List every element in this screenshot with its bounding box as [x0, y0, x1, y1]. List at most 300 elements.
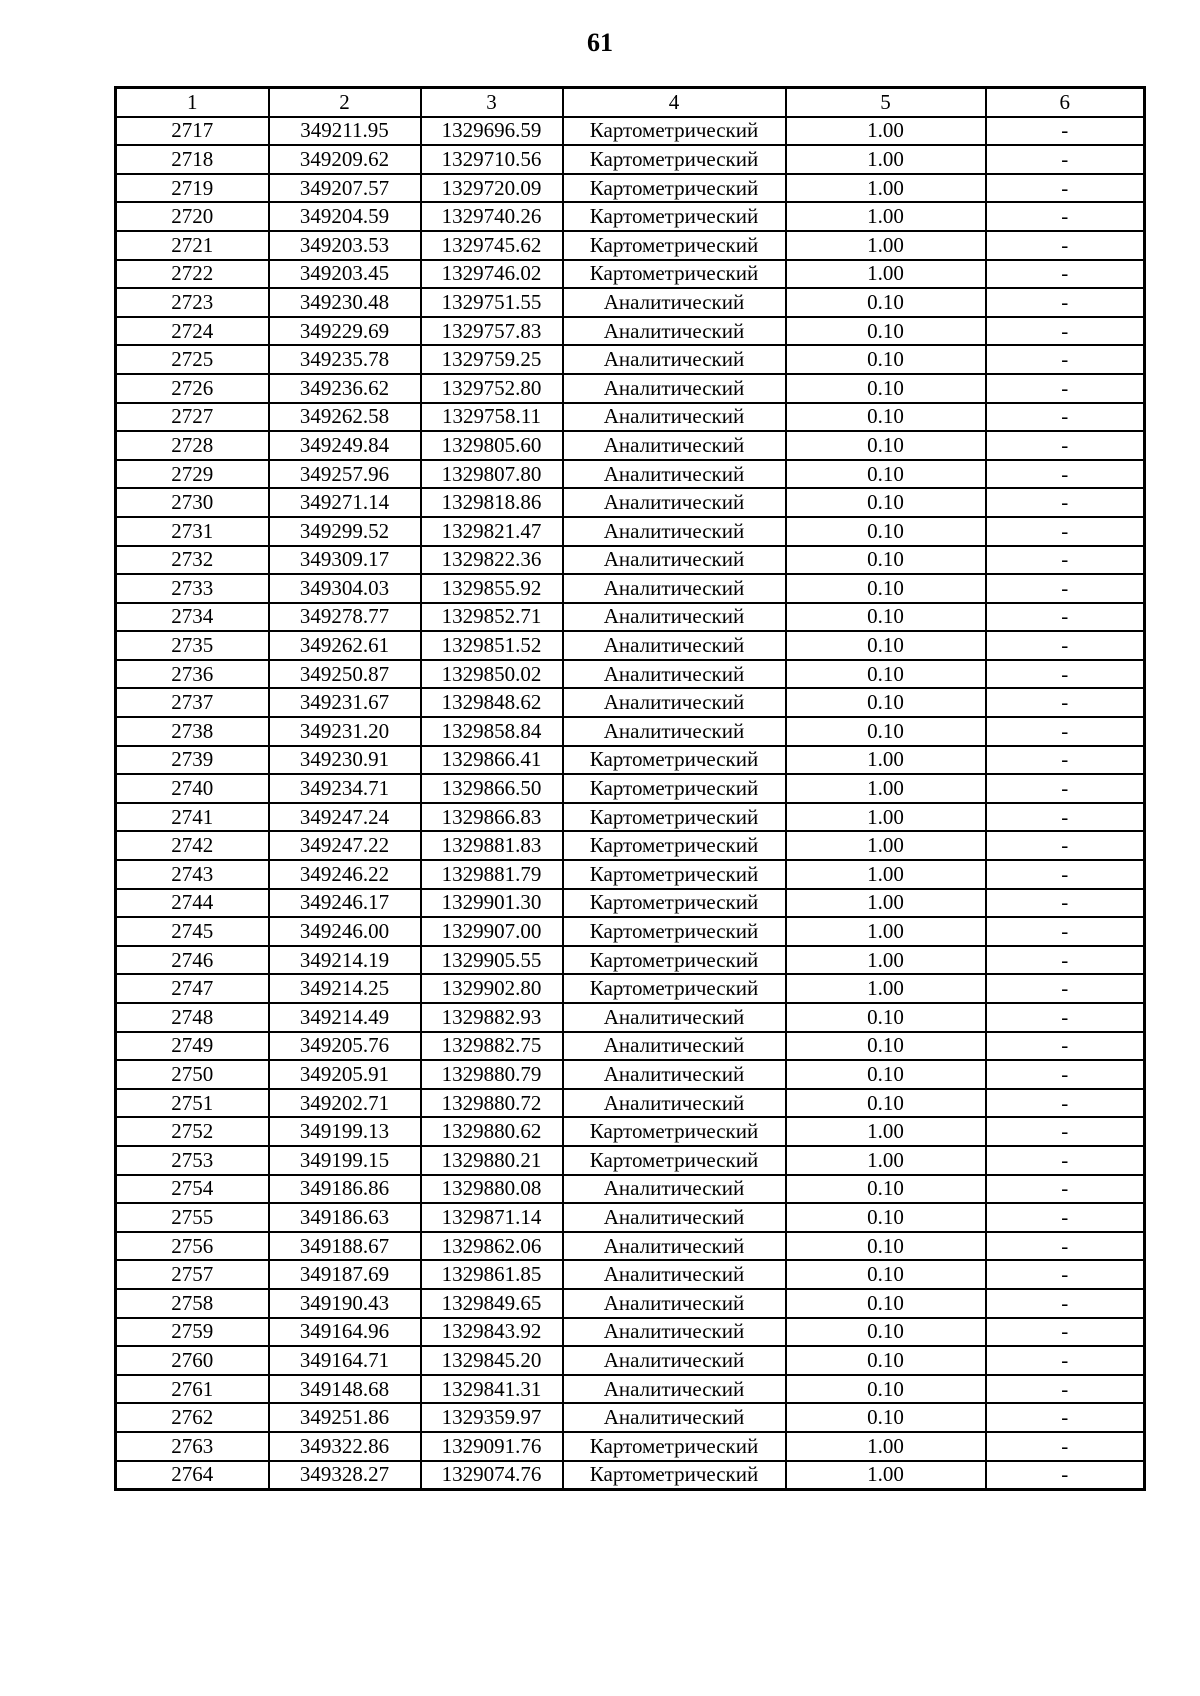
method-cell: Картометрический: [563, 260, 786, 289]
column-header-2: 2: [269, 88, 421, 117]
point-number-cell: 2755: [116, 1203, 269, 1232]
x-coordinate-cell: 349234.71: [269, 774, 421, 803]
accuracy-cell: 1.00: [786, 260, 986, 289]
note-cell: -: [986, 860, 1145, 889]
method-cell: Аналитический: [563, 1032, 786, 1061]
method-cell: Аналитический: [563, 317, 786, 346]
point-number-cell: 2717: [116, 117, 269, 146]
table-row: [116, 688, 1145, 717]
point-number-cell: 2742: [116, 831, 269, 860]
point-number-cell: 2734: [116, 603, 269, 632]
point-number-cell: 2720: [116, 202, 269, 231]
note-cell: -: [986, 746, 1145, 775]
table-row: [116, 1461, 1145, 1490]
accuracy-cell: 0.10: [786, 1089, 986, 1118]
method-cell: Аналитический: [563, 574, 786, 603]
y-coordinate-cell: 1329882.75: [421, 1032, 563, 1061]
table-row: [116, 1060, 1145, 1089]
table-row: [116, 1375, 1145, 1404]
accuracy-cell: 0.10: [786, 546, 986, 575]
table-row: [116, 1289, 1145, 1318]
table-row: [116, 917, 1145, 946]
table-row: [116, 260, 1145, 289]
note-cell: -: [986, 1003, 1145, 1032]
accuracy-cell: 1.00: [786, 145, 986, 174]
table-row: [116, 1117, 1145, 1146]
accuracy-cell: 0.10: [786, 1260, 986, 1289]
method-cell: Картометрический: [563, 917, 786, 946]
note-cell: -: [986, 917, 1145, 946]
y-coordinate-cell: 1329881.79: [421, 860, 563, 889]
table-row: [116, 717, 1145, 746]
method-cell: Аналитический: [563, 1003, 786, 1032]
x-coordinate-cell: 349250.87: [269, 660, 421, 689]
note-cell: -: [986, 517, 1145, 546]
accuracy-cell: 0.10: [786, 1032, 986, 1061]
x-coordinate-cell: 349249.84: [269, 431, 421, 460]
note-cell: -: [986, 889, 1145, 918]
note-cell: -: [986, 174, 1145, 203]
accuracy-cell: 1.00: [786, 946, 986, 975]
note-cell: -: [986, 1175, 1145, 1204]
point-number-cell: 2757: [116, 1260, 269, 1289]
x-coordinate-cell: 349186.63: [269, 1203, 421, 1232]
table-row: [116, 345, 1145, 374]
table-row: [116, 1175, 1145, 1204]
y-coordinate-cell: 1329757.83: [421, 317, 563, 346]
y-coordinate-cell: 1329841.31: [421, 1375, 563, 1404]
accuracy-cell: 0.10: [786, 574, 986, 603]
point-number-cell: 2740: [116, 774, 269, 803]
y-coordinate-cell: 1329822.36: [421, 546, 563, 575]
note-cell: -: [986, 946, 1145, 975]
method-cell: Картометрический: [563, 1432, 786, 1461]
point-number-cell: 2764: [116, 1461, 269, 1490]
method-cell: Аналитический: [563, 1060, 786, 1089]
point-number-cell: 2752: [116, 1117, 269, 1146]
method-cell: Картометрический: [563, 145, 786, 174]
table-body: [116, 117, 1145, 1490]
method-cell: Аналитический: [563, 431, 786, 460]
y-coordinate-cell: 1329851.52: [421, 631, 563, 660]
table-row: [116, 1318, 1145, 1347]
point-number-cell: 2751: [116, 1089, 269, 1118]
accuracy-cell: 1.00: [786, 889, 986, 918]
point-number-cell: 2724: [116, 317, 269, 346]
note-cell: -: [986, 688, 1145, 717]
point-number-cell: 2758: [116, 1289, 269, 1318]
method-cell: Картометрический: [563, 1146, 786, 1175]
accuracy-cell: 0.10: [786, 688, 986, 717]
point-number-cell: 2749: [116, 1032, 269, 1061]
accuracy-cell: 1.00: [786, 202, 986, 231]
accuracy-cell: 0.10: [786, 660, 986, 689]
note-cell: -: [986, 1403, 1145, 1432]
x-coordinate-cell: 349231.67: [269, 688, 421, 717]
table-row: [116, 517, 1145, 546]
point-number-cell: 2754: [116, 1175, 269, 1204]
y-coordinate-cell: 1329751.55: [421, 288, 563, 317]
method-cell: Аналитический: [563, 460, 786, 489]
method-cell: Аналитический: [563, 517, 786, 546]
note-cell: -: [986, 974, 1145, 1003]
y-coordinate-cell: 1329740.26: [421, 202, 563, 231]
note-cell: -: [986, 431, 1145, 460]
x-coordinate-cell: 349164.96: [269, 1318, 421, 1347]
table-row: [116, 145, 1145, 174]
table-row: [116, 1260, 1145, 1289]
point-number-cell: 2741: [116, 803, 269, 832]
note-cell: -: [986, 1232, 1145, 1261]
point-number-cell: 2743: [116, 860, 269, 889]
method-cell: Картометрический: [563, 946, 786, 975]
note-cell: -: [986, 1432, 1145, 1461]
y-coordinate-cell: 1329074.76: [421, 1461, 563, 1490]
x-coordinate-cell: 349203.45: [269, 260, 421, 289]
accuracy-cell: 0.10: [786, 1289, 986, 1318]
note-cell: -: [986, 803, 1145, 832]
x-coordinate-cell: 349205.76: [269, 1032, 421, 1061]
table-row: [116, 317, 1145, 346]
x-coordinate-cell: 349271.14: [269, 488, 421, 517]
table-row: [116, 117, 1145, 146]
note-cell: -: [986, 260, 1145, 289]
accuracy-cell: 0.10: [786, 1060, 986, 1089]
method-cell: Аналитический: [563, 1260, 786, 1289]
point-number-cell: 2730: [116, 488, 269, 517]
table-row: [116, 803, 1145, 832]
x-coordinate-cell: 349246.17: [269, 889, 421, 918]
y-coordinate-cell: 1329855.92: [421, 574, 563, 603]
y-coordinate-cell: 1329710.56: [421, 145, 563, 174]
accuracy-cell: 1.00: [786, 1432, 986, 1461]
table-row: [116, 1403, 1145, 1432]
y-coordinate-cell: 1329720.09: [421, 174, 563, 203]
table-row: [116, 860, 1145, 889]
note-cell: -: [986, 717, 1145, 746]
x-coordinate-cell: 349235.78: [269, 345, 421, 374]
note-cell: -: [986, 774, 1145, 803]
method-cell: Картометрический: [563, 831, 786, 860]
point-number-cell: 2722: [116, 260, 269, 289]
x-coordinate-cell: 349262.61: [269, 631, 421, 660]
method-cell: Аналитический: [563, 660, 786, 689]
y-coordinate-cell: 1329866.50: [421, 774, 563, 803]
accuracy-cell: 1.00: [786, 1461, 986, 1490]
table-row: [116, 946, 1145, 975]
point-number-cell: 2744: [116, 889, 269, 918]
x-coordinate-cell: 349229.69: [269, 317, 421, 346]
page-number: 61: [587, 28, 613, 57]
column-header-5: 5: [786, 88, 986, 117]
point-number-cell: 2756: [116, 1232, 269, 1261]
point-number-cell: 2738: [116, 717, 269, 746]
accuracy-cell: 0.10: [786, 1375, 986, 1404]
point-number-cell: 2739: [116, 746, 269, 775]
note-cell: -: [986, 1461, 1145, 1490]
x-coordinate-cell: 349230.91: [269, 746, 421, 775]
note-cell: -: [986, 488, 1145, 517]
method-cell: Аналитический: [563, 603, 786, 632]
table-row: [116, 374, 1145, 403]
table-row: [116, 889, 1145, 918]
accuracy-cell: 0.10: [786, 1318, 986, 1347]
table-row: [116, 1003, 1145, 1032]
point-number-cell: 2718: [116, 145, 269, 174]
table-row: [116, 403, 1145, 432]
table-row: [116, 546, 1145, 575]
method-cell: Картометрический: [563, 746, 786, 775]
y-coordinate-cell: 1329805.60: [421, 431, 563, 460]
method-cell: Аналитический: [563, 488, 786, 517]
table-row: [116, 774, 1145, 803]
method-cell: Картометрический: [563, 231, 786, 260]
point-number-cell: 2719: [116, 174, 269, 203]
note-cell: -: [986, 831, 1145, 860]
table-row: [116, 488, 1145, 517]
x-coordinate-cell: 349278.77: [269, 603, 421, 632]
y-coordinate-cell: 1329696.59: [421, 117, 563, 146]
y-coordinate-cell: 1329858.84: [421, 717, 563, 746]
x-coordinate-cell: 349262.58: [269, 403, 421, 432]
point-number-cell: 2726: [116, 374, 269, 403]
x-coordinate-cell: 349186.86: [269, 1175, 421, 1204]
x-coordinate-cell: 349236.62: [269, 374, 421, 403]
y-coordinate-cell: 1329746.02: [421, 260, 563, 289]
accuracy-cell: 0.10: [786, 488, 986, 517]
x-coordinate-cell: 349251.86: [269, 1403, 421, 1432]
x-coordinate-cell: 349257.96: [269, 460, 421, 489]
accuracy-cell: 1.00: [786, 974, 986, 1003]
accuracy-cell: 0.10: [786, 517, 986, 546]
accuracy-cell: 0.10: [786, 1403, 986, 1432]
point-number-cell: 2727: [116, 403, 269, 432]
accuracy-cell: 0.10: [786, 403, 986, 432]
point-number-cell: 2753: [116, 1146, 269, 1175]
x-coordinate-cell: 349304.03: [269, 574, 421, 603]
accuracy-cell: 1.00: [786, 831, 986, 860]
x-coordinate-cell: 349205.91: [269, 1060, 421, 1089]
point-number-cell: 2729: [116, 460, 269, 489]
table-row: [116, 202, 1145, 231]
x-coordinate-cell: 349203.53: [269, 231, 421, 260]
point-number-cell: 2750: [116, 1060, 269, 1089]
method-cell: Аналитический: [563, 1318, 786, 1347]
accuracy-cell: 0.10: [786, 374, 986, 403]
accuracy-cell: 0.10: [786, 431, 986, 460]
table-row: [116, 603, 1145, 632]
method-cell: Картометрический: [563, 889, 786, 918]
x-coordinate-cell: 349214.19: [269, 946, 421, 975]
method-cell: Аналитический: [563, 1346, 786, 1375]
point-number-cell: 2732: [116, 546, 269, 575]
point-number-cell: 2748: [116, 1003, 269, 1032]
x-coordinate-cell: 349214.25: [269, 974, 421, 1003]
note-cell: -: [986, 117, 1145, 146]
x-coordinate-cell: 349204.59: [269, 202, 421, 231]
y-coordinate-cell: 1329880.72: [421, 1089, 563, 1118]
y-coordinate-cell: 1329758.11: [421, 403, 563, 432]
method-cell: Картометрический: [563, 117, 786, 146]
method-cell: Аналитический: [563, 374, 786, 403]
y-coordinate-cell: 1329880.08: [421, 1175, 563, 1204]
x-coordinate-cell: 349246.00: [269, 917, 421, 946]
x-coordinate-cell: 349202.71: [269, 1089, 421, 1118]
coordinates-table: [114, 86, 1146, 1491]
table-row: [116, 1346, 1145, 1375]
method-cell: Картометрический: [563, 202, 786, 231]
y-coordinate-cell: 1329866.41: [421, 746, 563, 775]
note-cell: -: [986, 1375, 1145, 1404]
method-cell: Картометрический: [563, 774, 786, 803]
note-cell: -: [986, 231, 1145, 260]
x-coordinate-cell: 349247.22: [269, 831, 421, 860]
y-coordinate-cell: 1329807.80: [421, 460, 563, 489]
column-header-4: 4: [563, 88, 786, 117]
note-cell: -: [986, 317, 1145, 346]
y-coordinate-cell: 1329848.62: [421, 688, 563, 717]
y-coordinate-cell: 1329862.06: [421, 1232, 563, 1261]
note-cell: -: [986, 202, 1145, 231]
note-cell: -: [986, 574, 1145, 603]
x-coordinate-cell: 349199.13: [269, 1117, 421, 1146]
point-number-cell: 2761: [116, 1375, 269, 1404]
y-coordinate-cell: 1329821.47: [421, 517, 563, 546]
x-coordinate-cell: 349199.15: [269, 1146, 421, 1175]
method-cell: Аналитический: [563, 631, 786, 660]
table-row: [116, 1032, 1145, 1061]
table-row: [116, 1089, 1145, 1118]
accuracy-cell: 0.10: [786, 1175, 986, 1204]
accuracy-cell: 1.00: [786, 231, 986, 260]
y-coordinate-cell: 1329880.62: [421, 1117, 563, 1146]
note-cell: -: [986, 631, 1145, 660]
point-number-cell: 2725: [116, 345, 269, 374]
point-number-cell: 2736: [116, 660, 269, 689]
accuracy-cell: 0.10: [786, 1003, 986, 1032]
y-coordinate-cell: 1329901.30: [421, 889, 563, 918]
method-cell: Аналитический: [563, 1403, 786, 1432]
method-cell: Аналитический: [563, 688, 786, 717]
point-number-cell: 2747: [116, 974, 269, 1003]
point-number-cell: 2762: [116, 1403, 269, 1432]
note-cell: -: [986, 145, 1145, 174]
table-row: [116, 574, 1145, 603]
point-number-cell: 2745: [116, 917, 269, 946]
table-row: [116, 231, 1145, 260]
x-coordinate-cell: 349148.68: [269, 1375, 421, 1404]
y-coordinate-cell: 1329905.55: [421, 946, 563, 975]
accuracy-cell: 1.00: [786, 117, 986, 146]
x-coordinate-cell: 349328.27: [269, 1461, 421, 1490]
column-header-6: 6: [986, 88, 1145, 117]
method-cell: Картометрический: [563, 803, 786, 832]
x-coordinate-cell: 349322.86: [269, 1432, 421, 1461]
method-cell: Аналитический: [563, 345, 786, 374]
y-coordinate-cell: 1329818.86: [421, 488, 563, 517]
accuracy-cell: 0.10: [786, 1203, 986, 1232]
method-cell: Аналитический: [563, 1232, 786, 1261]
point-number-cell: 2737: [116, 688, 269, 717]
x-coordinate-cell: 349309.17: [269, 546, 421, 575]
table-row: [116, 631, 1145, 660]
method-cell: Аналитический: [563, 288, 786, 317]
point-number-cell: 2728: [116, 431, 269, 460]
x-coordinate-cell: 349231.20: [269, 717, 421, 746]
method-cell: Аналитический: [563, 1375, 786, 1404]
point-number-cell: 2723: [116, 288, 269, 317]
table-row: [116, 1432, 1145, 1461]
y-coordinate-cell: 1329752.80: [421, 374, 563, 403]
method-cell: Аналитический: [563, 1089, 786, 1118]
method-cell: Картометрический: [563, 860, 786, 889]
method-cell: Картометрический: [563, 1461, 786, 1490]
y-coordinate-cell: 1329871.14: [421, 1203, 563, 1232]
point-number-cell: 2721: [116, 231, 269, 260]
y-coordinate-cell: 1329861.85: [421, 1260, 563, 1289]
method-cell: Картометрический: [563, 174, 786, 203]
table-row: [116, 1203, 1145, 1232]
table-row: [116, 660, 1145, 689]
y-coordinate-cell: 1329866.83: [421, 803, 563, 832]
accuracy-cell: 1.00: [786, 860, 986, 889]
y-coordinate-cell: 1329907.00: [421, 917, 563, 946]
table-row: [116, 1146, 1145, 1175]
accuracy-cell: 1.00: [786, 1117, 986, 1146]
y-coordinate-cell: 1329902.80: [421, 974, 563, 1003]
note-cell: -: [986, 1117, 1145, 1146]
accuracy-cell: 0.10: [786, 460, 986, 489]
note-cell: -: [986, 345, 1145, 374]
x-coordinate-cell: 349247.24: [269, 803, 421, 832]
column-header-1: 1: [116, 88, 269, 117]
y-coordinate-cell: 1329882.93: [421, 1003, 563, 1032]
column-header-3: 3: [421, 88, 563, 117]
method-cell: Аналитический: [563, 403, 786, 432]
note-cell: -: [986, 1060, 1145, 1089]
point-number-cell: 2746: [116, 946, 269, 975]
accuracy-cell: 1.00: [786, 774, 986, 803]
point-number-cell: 2760: [116, 1346, 269, 1375]
x-coordinate-cell: 349211.95: [269, 117, 421, 146]
y-coordinate-cell: 1329091.76: [421, 1432, 563, 1461]
accuracy-cell: 1.00: [786, 746, 986, 775]
accuracy-cell: 0.10: [786, 1232, 986, 1261]
note-cell: -: [986, 1318, 1145, 1347]
y-coordinate-cell: 1329880.79: [421, 1060, 563, 1089]
accuracy-cell: 1.00: [786, 174, 986, 203]
table-row: [116, 1232, 1145, 1261]
y-coordinate-cell: 1329359.97: [421, 1403, 563, 1432]
y-coordinate-cell: 1329849.65: [421, 1289, 563, 1318]
note-cell: -: [986, 403, 1145, 432]
table-row: [116, 831, 1145, 860]
note-cell: -: [986, 1260, 1145, 1289]
method-cell: Аналитический: [563, 717, 786, 746]
x-coordinate-cell: 349209.62: [269, 145, 421, 174]
method-cell: Аналитический: [563, 546, 786, 575]
method-cell: Аналитический: [563, 1175, 786, 1204]
note-cell: -: [986, 1089, 1145, 1118]
header-row: [116, 88, 1145, 117]
note-cell: -: [986, 1346, 1145, 1375]
y-coordinate-cell: 1329881.83: [421, 831, 563, 860]
y-coordinate-cell: 1329880.21: [421, 1146, 563, 1175]
table-header: [116, 88, 1145, 117]
table-row: [116, 431, 1145, 460]
point-number-cell: 2733: [116, 574, 269, 603]
point-number-cell: 2759: [116, 1318, 269, 1347]
